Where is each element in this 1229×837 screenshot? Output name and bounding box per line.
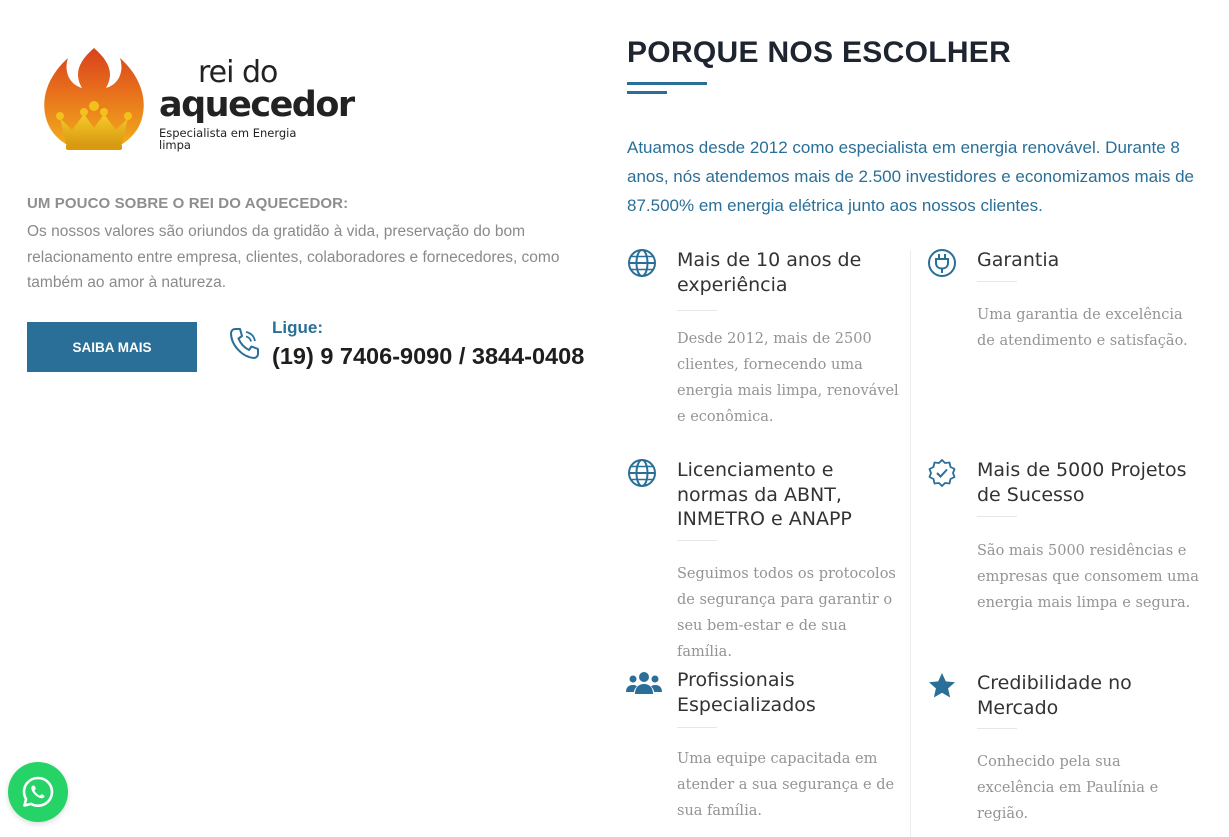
feature-description: Desde 2012, mais de 2500 clientes, fornecendo uma energia mais limpa, renovável e econômica. <box>677 331 899 425</box>
logo[interactable] <box>38 44 354 156</box>
globe-icon <box>627 248 657 278</box>
feature-separator <box>677 727 717 728</box>
feature-garantia <box>927 248 1187 368</box>
title-underline <box>627 82 707 85</box>
feature-title: Mais de 10 anos de experiência <box>677 249 862 296</box>
title-underline-short <box>627 91 667 94</box>
feature-separator <box>977 516 1017 517</box>
feature-projetos <box>927 458 1199 618</box>
star-icon <box>927 671 957 701</box>
saiba-mais-button[interactable]: SAIBA MAIS <box>27 322 197 372</box>
section-title: PORQUE NOS ESCOLHER <box>627 36 1012 69</box>
feature-licenciamento <box>627 458 896 660</box>
phone-number-link[interactable]: (19) 9 7406-9090 / 3844-0408 <box>272 343 585 369</box>
feature-separator <box>977 728 1017 729</box>
feature-separator <box>677 540 717 541</box>
feature-credibilidade <box>927 671 1187 822</box>
feature-title: Credibilidade no Mercado <box>977 672 1132 719</box>
feature-separator <box>677 310 717 311</box>
whatsapp-icon <box>20 774 56 810</box>
feature-profissionais <box>627 668 895 828</box>
globe-icon <box>627 458 657 488</box>
column-divider <box>910 250 911 837</box>
flame-crown-logo-icon <box>38 44 150 156</box>
feature-separator <box>977 281 1017 282</box>
intro-text: Atuamos desde 2012 como especialista em energia renovável. Durante 8 anos, nós atendemos mais de 2.500 investidores e economizamos mais de 87.500% em energia elétrica junto aos nossos clientes. <box>627 138 1194 215</box>
about-title: UM POUCO SOBRE O REI DO AQUECEDOR: <box>27 195 349 212</box>
about-text: Os nossos valores são oriundos da gratidão à vida, preservação do bom relacionamento entre empresa, clientes, colaboradores e fornecedores, como também ao amor à natureza. <box>27 223 560 291</box>
feature-title: Mais de 5000 Projetos de Sucesso <box>977 459 1187 506</box>
feature-description: Uma equipe capacitada em atender a sua segurança e de sua família. <box>677 751 895 819</box>
logo-text-line2: aquecedor <box>159 85 354 125</box>
phone-icon <box>228 326 260 360</box>
plug-icon <box>927 248 957 278</box>
feature-description: Seguimos todos os protocolos de segurança para garantir o seu bem-estar e de sua família. <box>677 566 896 660</box>
feature-title: Profissionais Especializados <box>677 669 816 716</box>
logo-text-line1: rei do <box>198 55 278 90</box>
users-icon <box>626 668 662 698</box>
feature-title: Licenciamento e normas da ABNT, INMETRO e ANAPP <box>677 459 852 530</box>
feature-title: Garantia <box>977 249 1060 271</box>
badge-check-icon <box>927 458 957 488</box>
feature-description: São mais 5000 residências e empresas que consomem uma energia mais limpa e segura. <box>977 543 1199 611</box>
feature-description: Uma garantia de excelência de atendimento e satisfação. <box>977 307 1188 349</box>
ligue-label: Ligue: <box>272 318 323 337</box>
logo-tagline: Especialista em Energia limpa <box>159 126 297 152</box>
feature-description: Conhecido pela sua excelência em Paulínia e região. <box>977 754 1159 822</box>
whatsapp-button[interactable] <box>8 762 68 822</box>
feature-experience <box>627 248 899 433</box>
